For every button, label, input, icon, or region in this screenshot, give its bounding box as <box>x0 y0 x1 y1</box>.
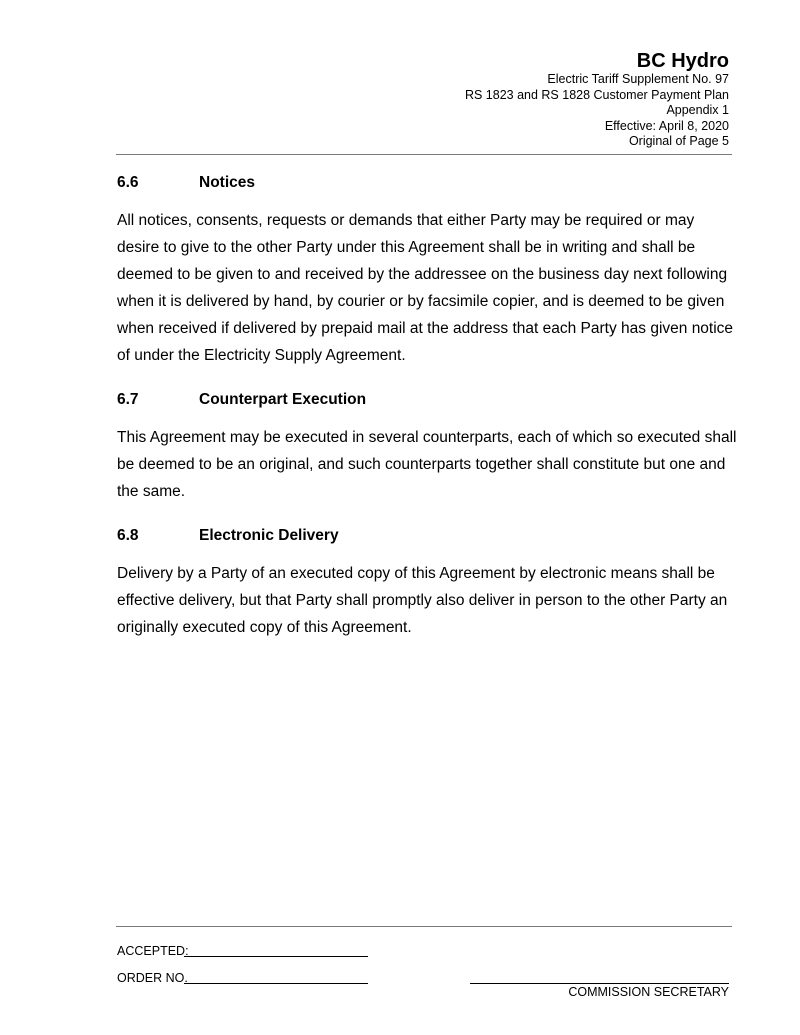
section-body-6-6: All notices, consents, requests or demands that either Party may be required or may desire to give to the other Party under this Agreement shall be in writing and shall be deemed to be given to and received by the addressee on the business day next following when it is delivered by hand, by courier or by facsimile copier, and is deemed to be given when received if delivered by prepaid mail at the address that each Party has given notice of under the Electricity Supply Agreement. <box>117 212 734 364</box>
company-name: BC Hydro <box>636 50 729 72</box>
section-heading-6-7 <box>117 391 366 409</box>
accepted-signature-line <box>184 956 368 957</box>
rate-schedule: RS 1823 and RS 1828 Customer Payment Plan <box>464 87 729 102</box>
tariff-supplement: Electric Tariff Supplement No. 97 <box>547 72 729 86</box>
order-no-line <box>184 983 368 984</box>
section-body-6-8: Delivery by a Party of an executed copy of this Agreement by electronic means shall be effective delivery, but that Party shall promptly also deliver in person to the other Party an originally executed copy of this Agreement. <box>117 565 728 636</box>
header-divider <box>116 154 732 155</box>
page-number: Original of Page 5 <box>628 134 729 148</box>
effective-date: Effective: April 8, 2020 <box>604 118 729 133</box>
appendix: Appendix 1 <box>666 103 729 117</box>
section-number: 6.8 <box>117 527 139 544</box>
section-heading-6-8 <box>117 527 339 545</box>
section-number: 6.7 <box>117 391 139 408</box>
section-body-6-7: This Agreement may be executed in several counterparts, each of which so executed shall be deemed to be an original, and such counterparts together shall constitute but one and the same. <box>117 429 737 500</box>
section-title: Notices <box>199 174 255 191</box>
order-no-label: ORDER NO. <box>117 971 188 985</box>
commission-secretary-label: COMMISSION SECRETARY <box>568 985 729 999</box>
section-heading-6-6 <box>117 174 255 192</box>
section-number: 6.6 <box>117 174 139 191</box>
footer-divider <box>116 926 732 927</box>
secretary-signature-line <box>470 983 729 984</box>
accepted-label: ACCEPTED: <box>117 944 189 958</box>
section-title: Electronic Delivery <box>199 527 339 544</box>
section-title: Counterpart Execution <box>199 391 367 408</box>
document-header <box>465 50 729 150</box>
